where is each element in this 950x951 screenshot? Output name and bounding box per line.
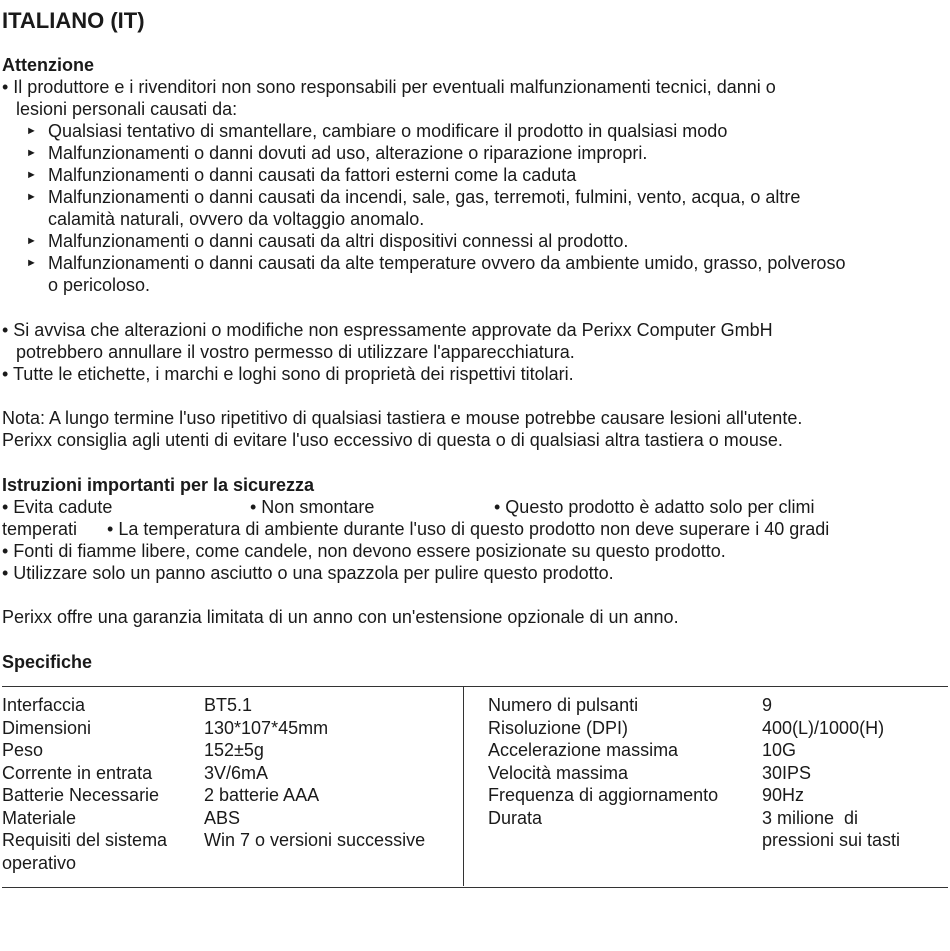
list-item: ► Malfunzionamenti o danni causati da incendi, sale, gas, terremoti, fulmini, vento, acqua, o altre xyxy=(26,187,801,207)
spec-label: Requisiti del sistema xyxy=(2,830,168,850)
spec-value: 3V/6mA xyxy=(204,762,269,783)
spec-value: 9 xyxy=(762,695,773,715)
spec-label: Durata xyxy=(488,807,543,828)
list-item-cont: o pericoloso. xyxy=(48,275,151,295)
safety-heading: Istruzioni importanti per la sicurezza xyxy=(2,475,315,495)
safety-line-1 xyxy=(2,496,948,518)
spec-value: 2 batterie AAA xyxy=(204,785,320,805)
spec-label: Accelerazione massima xyxy=(488,740,679,760)
spec-label: Numero di pulsanti xyxy=(488,695,639,715)
page-title: ITALIANO (IT) xyxy=(2,8,145,33)
spec-value: 152±5g xyxy=(204,740,264,760)
list-item: ► Malfunzionamenti o danni dovuti ad uso, alterazione o riparazione impropri. xyxy=(26,143,648,163)
note-line-1: Nota: A lungo termine l'uso ripetitivo di qualsiasi tastiera e mouse potrebbe causare lesioni all'utente. xyxy=(2,408,803,428)
specs-left-labels xyxy=(2,694,167,874)
attention-bullet-3: • Tutte le etichette, i marchi e loghi sono di proprietà dei rispettivi titolari. xyxy=(2,364,574,384)
spec-value: ABS xyxy=(204,807,241,828)
attention-heading: Attenzione xyxy=(2,55,94,75)
spec-label: Batterie Necessarie xyxy=(2,785,160,805)
list-item: ► Malfunzionamenti o danni causati da fattori esterni come la caduta xyxy=(26,165,577,185)
spec-value: 130*107*45mm xyxy=(204,717,329,738)
triangle-bullet-icon: ► xyxy=(26,191,37,203)
note-section xyxy=(2,407,948,451)
spec-label: Risoluzione (DPI) xyxy=(488,717,629,738)
safety-section xyxy=(2,474,948,584)
spec-value: 90Hz xyxy=(762,785,805,805)
specs-right-values xyxy=(762,694,900,852)
safety-item: • Questo prodotto è adatto solo per climi xyxy=(494,497,815,517)
specs-heading: Specifiche xyxy=(2,652,93,672)
attention-bullet-1-cont: lesioni personali causati da: xyxy=(16,99,238,119)
spec-label: Velocità massima xyxy=(488,762,629,783)
specs-left-values xyxy=(204,694,425,852)
specs-right-labels xyxy=(488,694,718,829)
spec-label: operativo xyxy=(2,852,77,873)
warranty-text: Perixx offre una garanzia limitata di un anno con un'estensione opzionale di un anno. xyxy=(2,607,679,627)
spec-value: pressioni sui tasti xyxy=(762,830,901,850)
list-item: ► Malfunzionamenti o danni causati da alte temperature ovvero da ambiente umido, grasso, polveroso xyxy=(26,253,846,273)
triangle-bullet-icon: ► xyxy=(26,125,37,137)
note-line-2: Perixx consiglia agli utenti di evitare l'uso eccessivo di questa o di qualsiasi altra tastiera o mouse. xyxy=(2,430,783,450)
triangle-bullet-icon: ► xyxy=(26,257,37,269)
safety-item: • Evita cadute xyxy=(2,497,113,517)
spec-value: 10G xyxy=(762,740,797,760)
spec-label: Interfaccia xyxy=(2,695,86,715)
triangle-bullet-icon: ► xyxy=(26,235,37,247)
spec-value: Win 7 o versioni successive xyxy=(204,830,426,850)
triangle-bullet-icon: ► xyxy=(26,169,37,181)
spec-value: 400(L)/1000(H) xyxy=(762,717,885,738)
spec-value: BT5.1 xyxy=(204,695,253,715)
list-item: ► Malfunzionamenti o danni causati da altri dispositivi connessi al prodotto. xyxy=(26,231,629,251)
safety-line-2: temperati • La temperatura di ambiente durante l'uso di questo prodotto non deve superare i 40 gradi xyxy=(2,519,830,539)
spec-label: Dimensioni xyxy=(2,717,92,738)
attention-section xyxy=(2,54,948,296)
safety-item: • Non smontare xyxy=(250,497,375,517)
triangle-bullet-icon: ► xyxy=(26,147,37,159)
list-item: ► Qualsiasi tentativo di smantellare, cambiare o modificare il prodotto in qualsiasi modo xyxy=(26,121,728,141)
specs-divider xyxy=(463,686,464,886)
attention-bullet-1: • Il produttore e i rivenditori non sono responsabili per eventuali malfunzionamenti tecnici, danni o xyxy=(2,77,776,97)
spec-value: 3 milione di xyxy=(762,807,859,828)
attention-bullet-2-cont: potrebbero annullare il vostro permesso di utilizzare l'apparecchiatura. xyxy=(16,342,575,362)
spec-label: Frequenza di aggiornamento xyxy=(488,785,719,805)
attention-more xyxy=(2,319,948,385)
attention-bullet-2: • Si avvisa che alterazioni o modifiche non espressamente approvate da Perixx Computer GmbH xyxy=(2,320,773,340)
safety-line-4: • Utilizzare solo un panno asciutto o una spazzola per pulire questo prodotto. xyxy=(2,563,614,583)
spec-label: Peso xyxy=(2,740,44,760)
spec-label: Corrente in entrata xyxy=(2,762,153,783)
spec-value: 30IPS xyxy=(762,762,812,783)
list-item-cont: calamità naturali, ovvero da voltaggio anomalo. xyxy=(48,209,425,229)
safety-line-3: • Fonti di fiamme libere, come candele, non devono essere posizionate su questo prodotto. xyxy=(2,541,726,561)
spec-label: Materiale xyxy=(2,807,77,828)
